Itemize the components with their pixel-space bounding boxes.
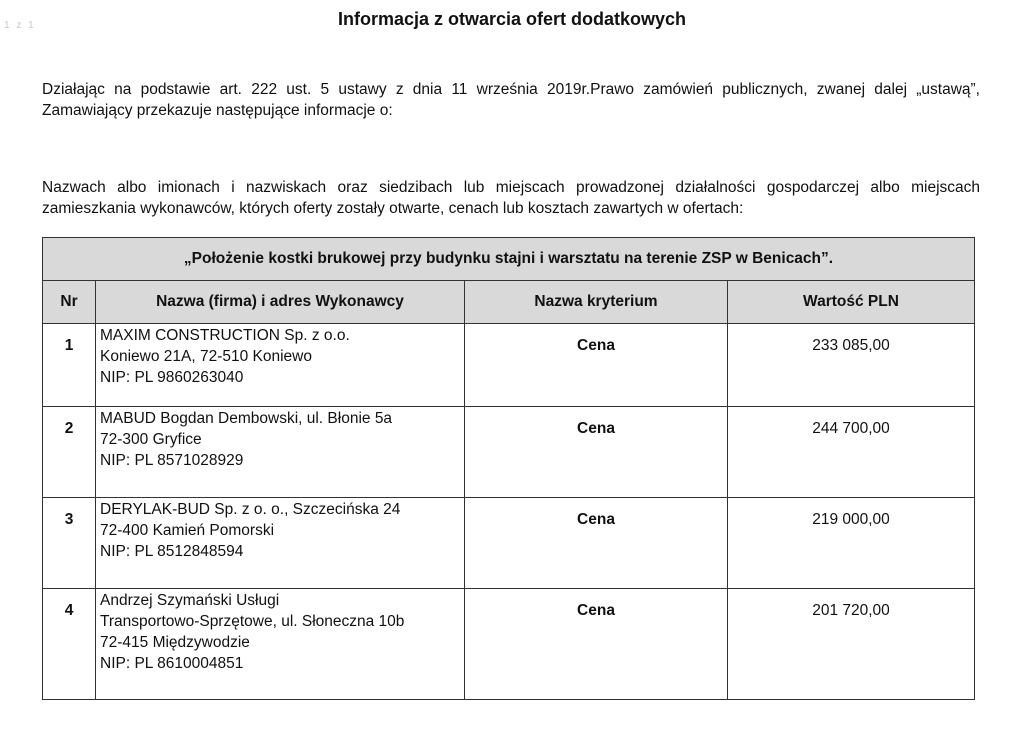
- criterion-cell: Cena: [465, 324, 728, 407]
- header-criterion: Nazwa kryterium: [465, 281, 728, 324]
- table-row: [43, 324, 975, 407]
- legal-basis-paragraph: Działając na podstawie art. 222 ust. 5 ustawy z dnia 11 września 2019r.Prawo zamówień publicznych, zwanej dalej „ustawą”, Zamawiający przekazuje następujące informacje o:: [42, 81, 980, 119]
- contractor-line: 72-300 Gryfice: [100, 431, 202, 448]
- contractor-details: [96, 324, 465, 407]
- contractor-line: NIP: PL 8610004851: [100, 655, 244, 672]
- contractor-line: NIP: PL 8571028929: [100, 452, 244, 469]
- table-header-row: [43, 281, 975, 324]
- criterion-cell: Cena: [465, 589, 728, 700]
- contractor-line: MABUD Bogdan Dembowski, ul. Błonie 5a: [100, 410, 393, 427]
- contractor-details: [96, 407, 465, 498]
- page-counter: 1 z 1: [4, 20, 36, 31]
- contractor-details: [96, 498, 465, 589]
- row-number: 1: [43, 324, 96, 407]
- row-number: 2: [43, 407, 96, 498]
- table-row: [43, 407, 975, 498]
- contractor-details: [96, 589, 465, 700]
- contractor-line: DERYLAK-BUD Sp. z o. o., Szczecińska 24: [100, 501, 401, 518]
- value-cell: 233 085,00: [728, 324, 975, 407]
- offers-table: [42, 237, 975, 700]
- value-cell: 244 700,00: [728, 407, 975, 498]
- header-value: Wartość PLN: [728, 281, 975, 324]
- contractor-line: MAXIM CONSTRUCTION Sp. z o.o.: [100, 327, 350, 344]
- contractor-line: 72-415 Międzywodzie: [100, 634, 250, 651]
- table-row: [43, 589, 975, 700]
- contractor-line: Koniewo 21A, 72-510 Koniewo: [100, 348, 312, 365]
- contractor-line: 72-400 Kamień Pomorski: [100, 522, 275, 539]
- criterion-cell: Cena: [465, 407, 728, 498]
- contractor-line: NIP: PL 9860263040: [100, 369, 244, 386]
- contractor-line: Andrzej Szymański Usługi: [100, 592, 280, 609]
- row-number: 4: [43, 589, 96, 700]
- value-cell: 201 720,00: [728, 589, 975, 700]
- value-cell: 219 000,00: [728, 498, 975, 589]
- contractor-line: NIP: PL 8512848594: [100, 543, 244, 560]
- document-title: Informacja z otwarcia ofert dodatkowych: [337, 9, 687, 29]
- header-nr: Nr: [43, 281, 96, 324]
- contractor-line: Transportowo-Sprzętowe, ul. Słoneczna 10b: [100, 613, 405, 630]
- contractors-intro-paragraph: Nazwach albo imionach i nazwiskach oraz siedzibach lub miejscach prowadzonej działalności gospodarczej albo miejscach zamieszkania wykonawców, których oferty zostały otwarte, cenach lub kosztach zawartych w ofertach:: [42, 179, 980, 217]
- criterion-cell: Cena: [465, 498, 728, 589]
- table-row: [43, 498, 975, 589]
- table-caption: „Położenie kostki brukowej przy budynku stajni i warsztatu na terenie ZSP w Benicach”.: [43, 238, 975, 281]
- header-contractor: Nazwa (firma) i adres Wykonawcy: [96, 281, 465, 324]
- row-number: 3: [43, 498, 96, 589]
